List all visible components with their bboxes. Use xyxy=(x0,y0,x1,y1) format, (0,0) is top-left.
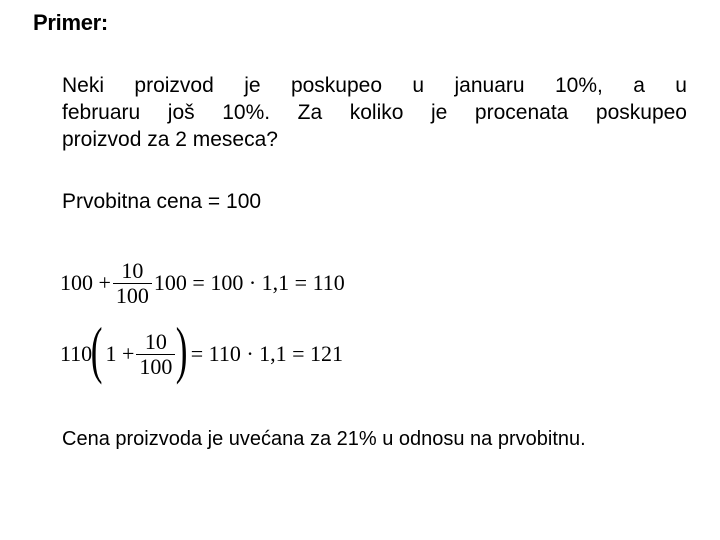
formula-january xyxy=(60,254,345,312)
formula1-rest: 100 = 100 · 1,1 = 110 xyxy=(153,270,345,295)
initial-price-statement: Prvobitna cena = 100 xyxy=(62,190,262,213)
formula2-numerator: 10 xyxy=(144,328,167,354)
formula1-lead: 100 + xyxy=(60,270,111,295)
formula2-fraction xyxy=(136,330,175,379)
formula2-rest: = 110 · 1,1 = 121 xyxy=(190,341,344,366)
formula1-numerator: 10 xyxy=(121,257,144,283)
problem-line-2: februaru još 10%. Za koliko je procenata poskupeo xyxy=(62,101,687,124)
formula2-lead: 110 xyxy=(60,341,93,366)
formula1-denominator: 100 xyxy=(115,282,149,308)
formula2-inner: 1 + xyxy=(105,341,135,366)
conclusion: Cena proizvoda je uvećana za 21% u odnosu na prvobitnu. xyxy=(62,428,586,450)
formula2-denominator: 100 xyxy=(139,353,173,379)
close-parenthesis: ) xyxy=(176,314,188,385)
open-parenthesis: ( xyxy=(90,314,103,385)
problem-statement xyxy=(62,72,687,153)
problem-line-3: proizvod za 2 meseca? xyxy=(62,128,278,151)
slide-heading: Primer: xyxy=(33,10,108,35)
problem-line-1: Neki proizvod je poskupeo u januaru 10%, a u xyxy=(62,74,687,97)
formula1-fraction xyxy=(113,259,152,308)
formula-february xyxy=(60,314,344,388)
